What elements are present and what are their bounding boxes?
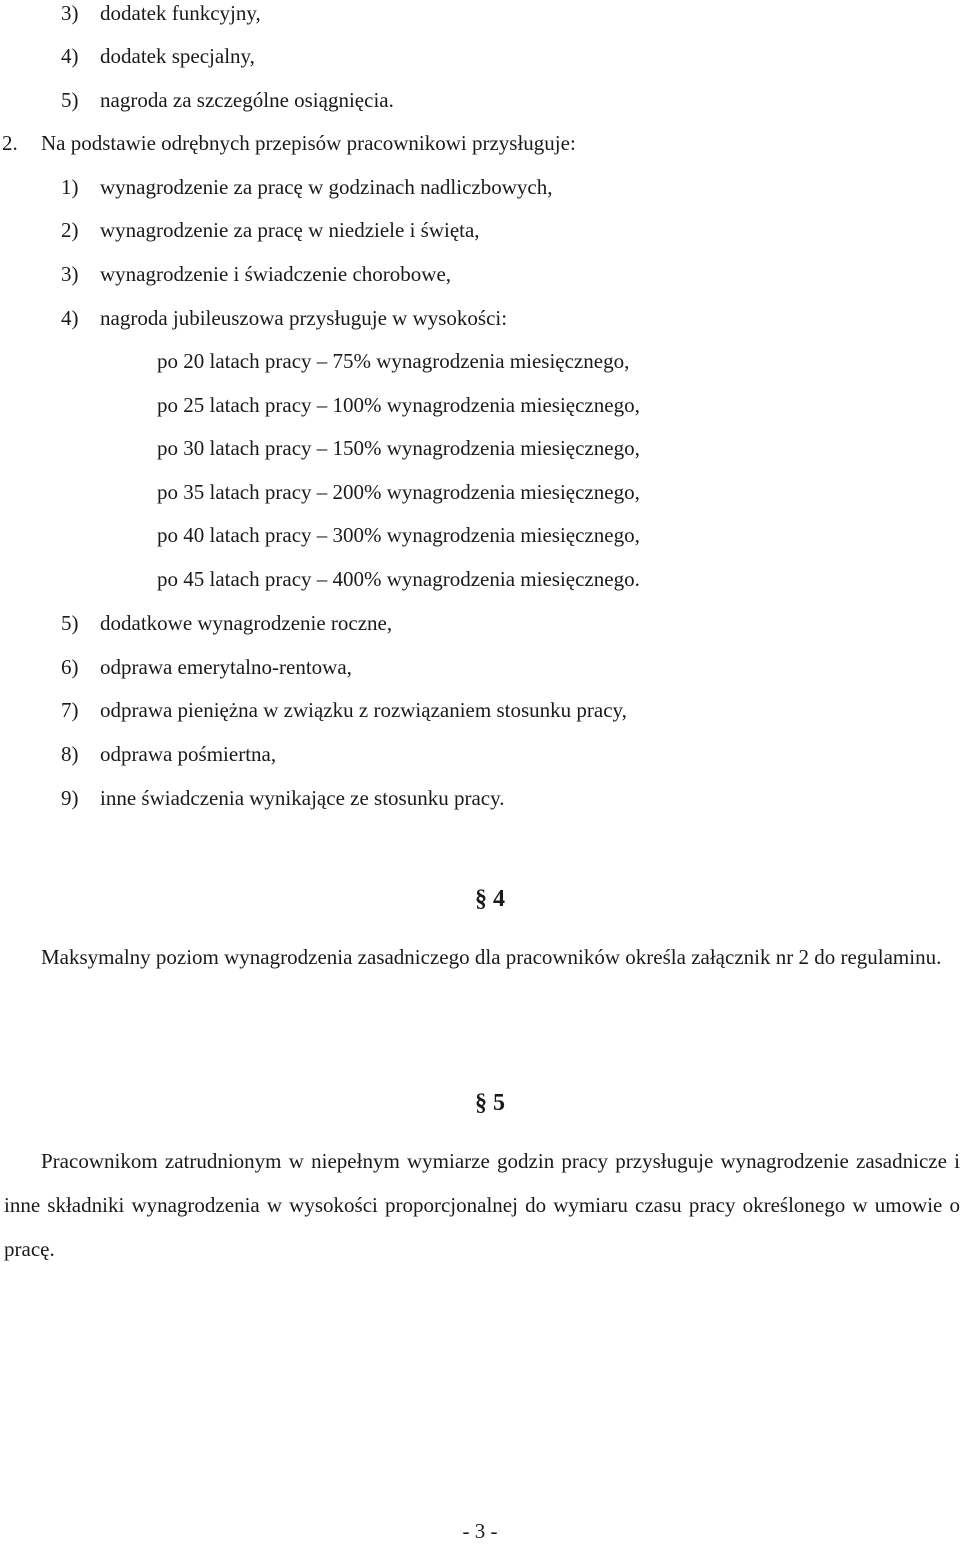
list-text: nagroda za szczególne osiągnięcia. [100, 88, 394, 112]
list-text: inne świadczenia wynikające ze stosunku pracy. [100, 786, 505, 810]
list-number: 1) [61, 175, 79, 199]
list-number: 6) [61, 655, 79, 679]
jubilee-text: po 30 latach pracy – 150% wynagrodzenia miesięcznego, [157, 436, 640, 460]
list-text: nagroda jubileuszowa przysługuje w wysokości: [100, 306, 508, 330]
list-text: wynagrodzenie i świadczenie chorobowe, [100, 262, 452, 286]
list-text: odprawa emerytalno-rentowa, [100, 655, 352, 679]
section-body [4, 935, 960, 979]
list-number: 4) [61, 44, 79, 68]
list-text: odprawa pieniężna w związku z rozwiązaniem stosunku pracy, [100, 698, 627, 722]
jubilee-text: po 40 latach pracy – 300% wynagrodzenia miesięcznego, [157, 523, 640, 547]
jubilee-text: po 20 latach pracy – 75% wynagrodzenia miesięcznego, [157, 349, 630, 373]
section-body-text: Maksymalny poziom wynagrodzenia zasadniczego dla pracowników określa załącznik nr 2 do regulaminu. [41, 945, 942, 969]
list-number: 4) [61, 306, 79, 330]
list-text: dodatek specjalny, [100, 44, 255, 68]
point-number: 2. [2, 131, 18, 155]
list-number: 9) [61, 786, 79, 810]
list-text: dodatek funkcyjny, [100, 1, 261, 25]
list-text: wynagrodzenie za pracę w godzinach nadliczbowych, [100, 175, 553, 199]
section-body-text: Pracownikom zatrudnionym w niepełnym wymiarze godzin pracy przysługuje wynagrodzenie zasadnicze i inne składniki wynagrodzenia w wysokości proporcjonalnej do wymiaru czasu pracy określonego w umowie o pracę. [4, 1149, 960, 1261]
list-number: 5) [61, 611, 79, 635]
jubilee-text: po 35 latach pracy – 200% wynagrodzenia miesięcznego, [157, 480, 640, 504]
point-text: Na podstawie odrębnych przepisów pracownikowi przysługuje: [41, 131, 576, 155]
section-heading: § 5 [475, 1090, 505, 1116]
list-text: wynagrodzenie za pracę w niedziele i święta, [100, 218, 480, 242]
jubilee-text: po 45 latach pracy – 400% wynagrodzenia miesięcznego. [157, 567, 640, 591]
list-number: 3) [61, 1, 79, 25]
jubilee-text: po 25 latach pracy – 100% wynagrodzenia miesięcznego, [157, 393, 640, 417]
list-number: 7) [61, 698, 79, 722]
page-number: - 3 - [462, 1519, 498, 1543]
section-heading: § 4 [475, 886, 505, 912]
section-body [4, 1139, 960, 1271]
list-text: odprawa pośmiertna, [100, 742, 277, 766]
list-number: 5) [61, 88, 79, 112]
list-text: dodatkowe wynagrodzenie roczne, [100, 611, 393, 635]
list-number: 3) [61, 262, 79, 286]
list-number: 8) [61, 742, 79, 766]
list-number: 2) [61, 218, 79, 242]
